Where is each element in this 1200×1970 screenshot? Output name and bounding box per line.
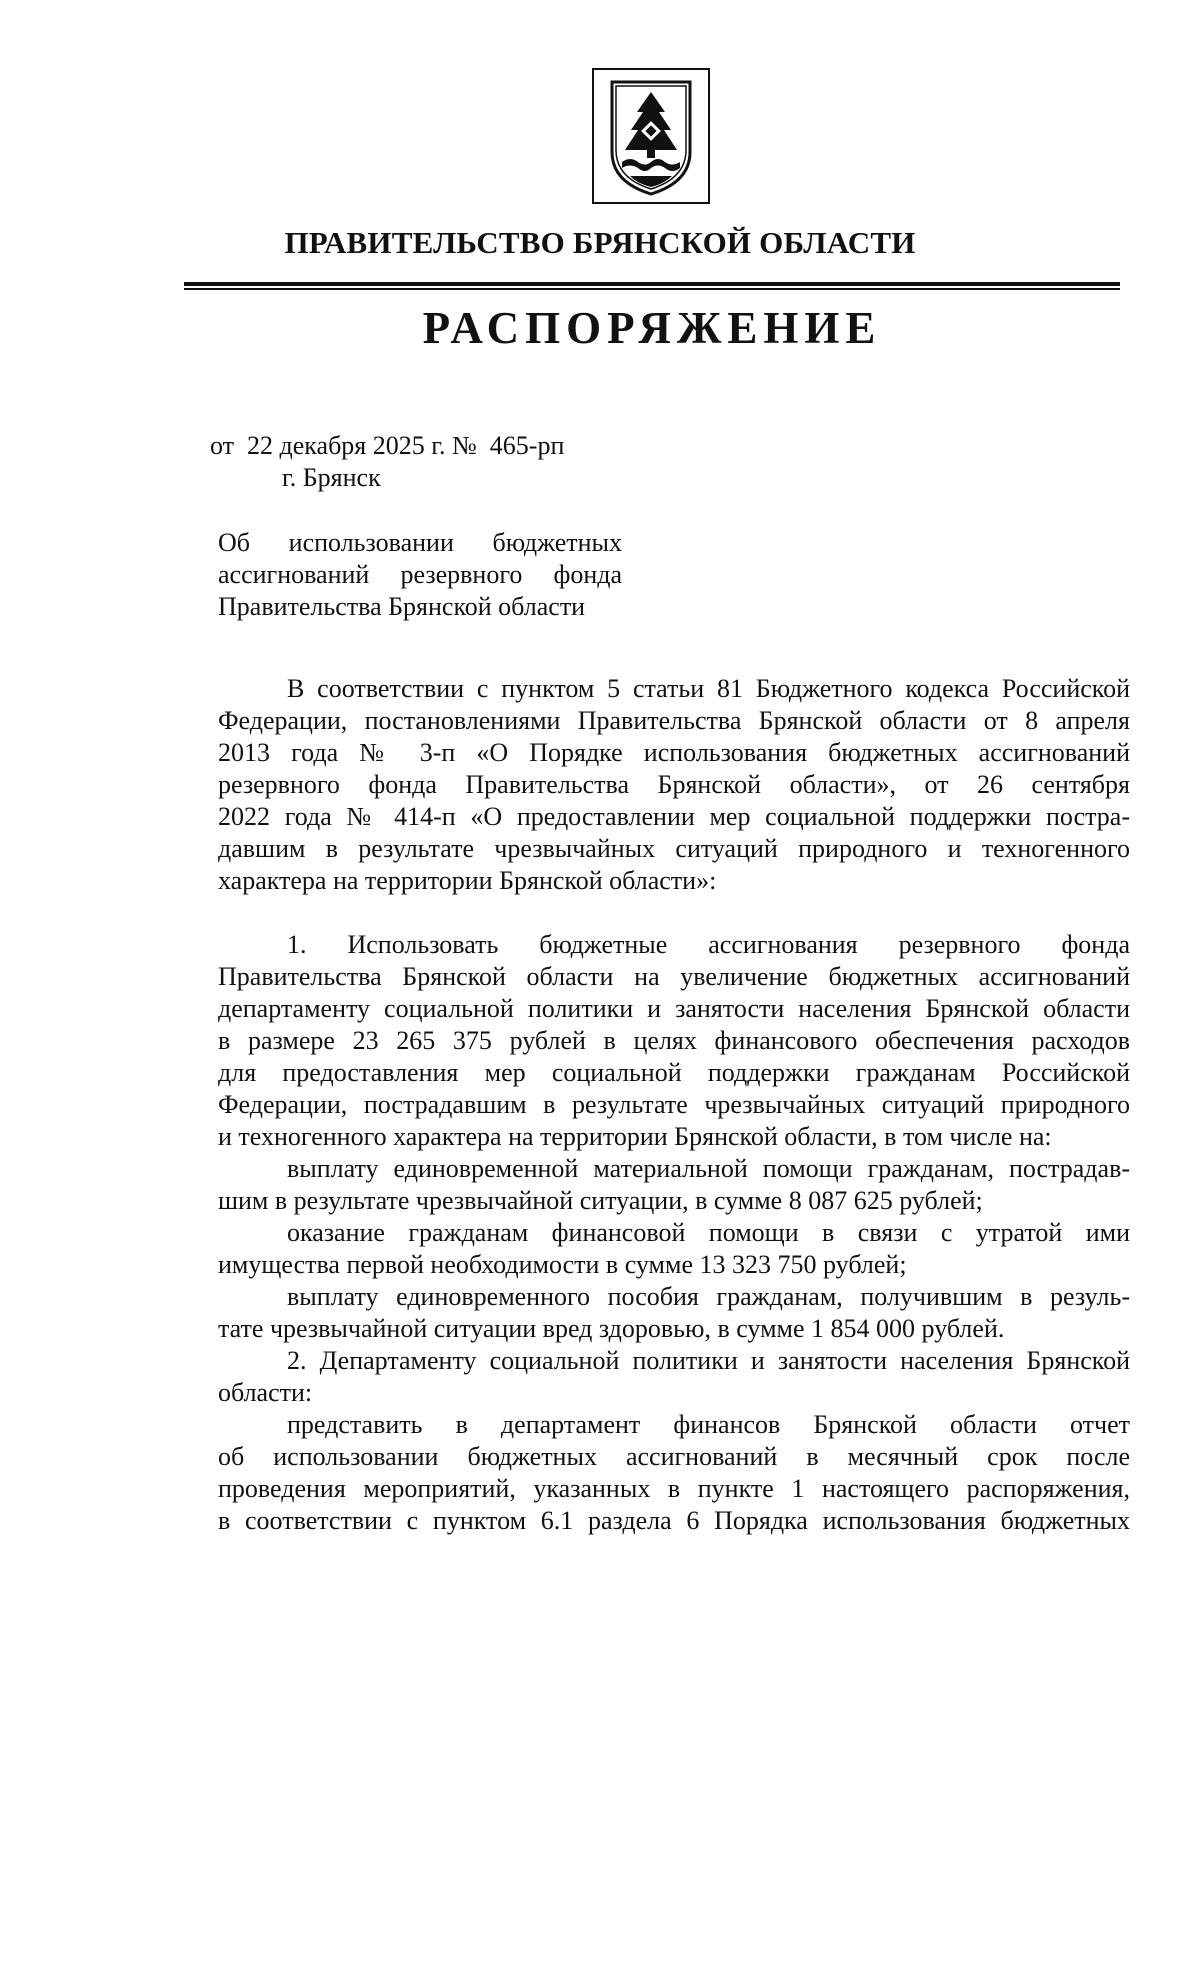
body-line: департаменту социальной политики и занятости населения Брянской области	[218, 994, 1130, 1023]
body-line: 2013 года № 3-п «О Порядке использования бюджетных ассигнований	[218, 738, 1130, 767]
body-line: выплату единовременного пособия гражданам, получившим в резуль-	[287, 1282, 1130, 1311]
document-city: г. Брянск	[282, 463, 381, 492]
body-line: Правительства Брянской области на увеличение бюджетных ассигнований	[218, 962, 1130, 991]
body-line: резервного фонда Правительства Брянской области», от 26 сентября	[218, 770, 1130, 799]
body-line: области:	[218, 1378, 313, 1407]
document-type-title: РАСПОРЯЖЕНИЕ	[422, 303, 882, 353]
document-body	[218, 673, 1130, 1537]
header-divider	[184, 282, 1120, 290]
document-meta	[210, 430, 564, 494]
body-line: 2022 года № 414-п «О предоставлении мер социальной поддержки постра-	[218, 802, 1130, 831]
body-line: В соответствии с пунктом 5 статьи 81 Бюджетного кодекса Российской	[287, 674, 1130, 703]
body-line: в размере 23 265 375 рублей в целях финансового обеспечения расходов	[218, 1026, 1130, 1055]
body-line: шим в результате чрезвычайной ситуации, в сумме 8 087 625 рублей;	[218, 1186, 983, 1215]
body-line: проведения мероприятий, указанных в пункте 1 настоящего распоряжения,	[218, 1474, 1130, 1503]
item-2-subitem-a	[218, 1409, 1130, 1537]
header-divider-thin	[184, 288, 1120, 290]
body-line: представить в департамент финансов Брянской области отчет	[287, 1410, 1130, 1439]
bryansk-coat-of-arms-icon	[592, 68, 710, 204]
document-subject	[218, 527, 622, 623]
body-line: выплату единовременной материальной помощи гражданам, пострадав-	[287, 1154, 1130, 1183]
item-1-subitem-c	[218, 1281, 1130, 1345]
body-line: тате чрезвычайной ситуации вред здоровью, в сумме 1 854 000 рублей.	[218, 1314, 1005, 1343]
preamble-paragraph	[218, 673, 1130, 897]
body-line: давшим в результате чрезвычайных ситуаций природного и техногенного	[218, 834, 1130, 863]
document-date-number: от 22 декабря 2025 г. № 465-рп	[210, 431, 565, 460]
body-line: и техногенного характера на территории Брянской области, в том числе на:	[218, 1122, 1052, 1151]
body-line: 2. Департаменту социальной политики и занятости населения Брянской	[287, 1346, 1130, 1375]
body-line: 1. Использовать бюджетные ассигнования резервного фонда	[287, 930, 1130, 959]
item-1-subitem-a	[218, 1153, 1130, 1217]
body-line: оказание гражданам финансовой помощи в связи с утратой ими	[287, 1218, 1130, 1247]
subject-line: Правительства Брянской области	[218, 592, 586, 621]
header-divider-thick	[184, 282, 1120, 286]
item-2-paragraph	[218, 1345, 1130, 1409]
body-line: в соответствии с пунктом 6.1 раздела 6 Порядка использования бюджетных	[218, 1506, 1130, 1535]
body-line: для предоставления мер социальной поддержки гражданам Российской	[218, 1058, 1130, 1087]
organization-name: ПРАВИТЕЛЬСТВО БРЯНСКОЙ ОБЛАСТИ	[284, 225, 916, 260]
subject-line: ассигнований резервного фонда	[218, 560, 622, 589]
paragraph-gap	[218, 897, 1130, 929]
item-1-subitem-b	[218, 1217, 1130, 1281]
body-line: Федерации, пострадавшим в результате чрезвычайных ситуаций природного	[218, 1090, 1130, 1119]
body-line: об использовании бюджетных ассигнований в месячный срок после	[218, 1442, 1130, 1471]
subject-line: Об использовании бюджетных	[218, 528, 622, 557]
item-1-paragraph	[218, 929, 1130, 1153]
body-line: характера на территории Брянской области»:	[218, 866, 717, 895]
body-line: имущества первой необходимости в сумме 13 323 750 рублей;	[218, 1250, 907, 1279]
body-line: Федерации, постановлениями Правительства Брянской области от 8 апреля	[218, 706, 1130, 735]
